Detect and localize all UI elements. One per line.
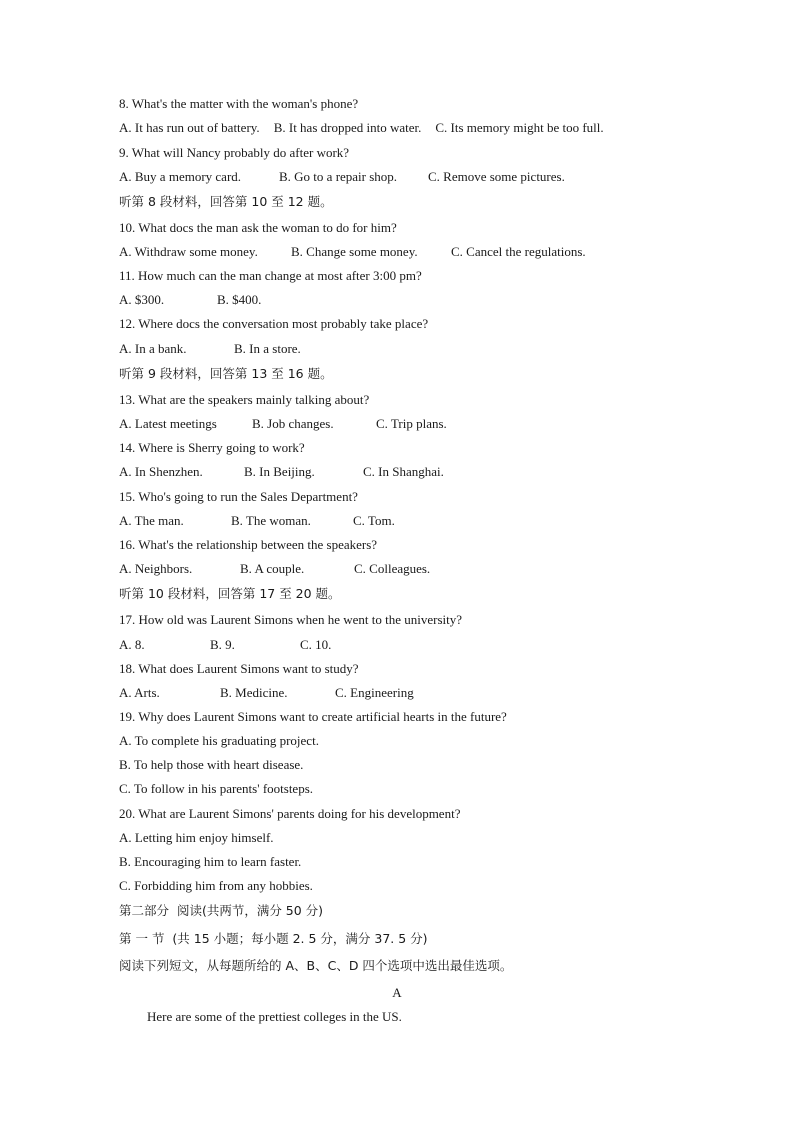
- option-c: C. Its memory might be too full.: [435, 120, 604, 135]
- question-8: 8. What's the matter with the woman's phone?: [119, 96, 359, 111]
- question-10: 10. What docs the man ask the woman to do for him?: [119, 220, 397, 235]
- option-b: B. Go to a repair shop.: [279, 169, 398, 184]
- section-10-heading: 听第 10 段材料，回答第 17 至 20 题。: [119, 586, 341, 601]
- option-c: C. Colleagues.: [354, 561, 431, 576]
- question-16: 16. What's the relationship between the speakers?: [119, 537, 378, 552]
- question-19-option-b: B. To help those with heart disease.: [119, 757, 304, 772]
- question-15: 15. Who's going to run the Sales Department?: [119, 489, 358, 504]
- question-20: 20. What are Laurent Simons' parents doing for his development?: [119, 806, 461, 821]
- option-a: A. $300.: [119, 292, 165, 307]
- option-b: B. Job changes.: [252, 416, 334, 431]
- question-17: 17. How old was Laurent Simons when he went to the university?: [119, 612, 462, 627]
- option-c: C. 10.: [300, 637, 332, 652]
- question-12: 12. Where docs the conversation most probably take place?: [119, 316, 429, 331]
- question-14: 14. Where is Sherry going to work?: [119, 440, 305, 455]
- option-a: A. Latest meetings: [119, 416, 217, 431]
- question-20-option-c: C. Forbidding him from any hobbies.: [119, 878, 313, 893]
- question-8-options: [119, 120, 604, 136]
- option-c: C. Engineering: [335, 685, 414, 700]
- option-c: C. Cancel the regulations.: [451, 244, 586, 259]
- question-9: 9. What will Nancy probably do after work?: [119, 145, 350, 160]
- option-b: B. The woman.: [231, 513, 311, 528]
- option-a: A. Neighbors.: [119, 561, 193, 576]
- option-b: B. 9.: [210, 637, 235, 652]
- question-19-option-c: C. To follow in his parents' footsteps.: [119, 781, 314, 796]
- option-b: B. $400.: [217, 292, 262, 307]
- option-b: B. Medicine.: [220, 685, 288, 700]
- option-c: C. Tom.: [353, 513, 395, 528]
- option-a: A. Arts.: [119, 685, 160, 700]
- option-b: B. It has dropped into water.: [273, 120, 422, 135]
- option-a: A. In Shenzhen.: [119, 464, 203, 479]
- question-18: 18. What does Laurent Simons want to study?: [119, 661, 359, 676]
- question-13: 13. What are the speakers mainly talking about?: [119, 392, 370, 407]
- option-a: A. The man.: [119, 513, 184, 528]
- option-a: A. 8.: [119, 637, 145, 652]
- question-19: 19. Why does Laurent Simons want to create artificial hearts in the future?: [119, 709, 507, 724]
- option-a: A. Withdraw some money.: [119, 244, 258, 259]
- option-c: C. Remove some pictures.: [428, 169, 565, 184]
- option-a: A. In a bank.: [119, 341, 187, 356]
- question-20-option-a: A. Letting him enjoy himself.: [119, 830, 274, 845]
- question-11: 11. How much can the man change at most after 3:00 pm?: [119, 268, 422, 283]
- question-20-option-b: B. Encouraging him to learn faster.: [119, 854, 302, 869]
- option-c: C. In Shanghai.: [363, 464, 444, 479]
- option-b: B. Change some money.: [291, 244, 418, 259]
- option-c: C. Trip plans.: [376, 416, 447, 431]
- option-a: A. It has run out of battery.: [119, 120, 260, 135]
- option-a: A. Buy a memory card.: [119, 169, 242, 184]
- option-b: B. In a store.: [234, 341, 301, 356]
- section-8-heading: 听第 8 段材料，回答第 10 至 12 题。: [119, 194, 333, 209]
- option-b: B. In Beijing.: [244, 464, 315, 479]
- section-1-heading: 第 一 节 (共 15 小题；每小题 2. 5 分，满分 37. 5 分): [119, 931, 428, 946]
- section-9-heading: 听第 9 段材料，回答第 13 至 16 题。: [119, 366, 333, 381]
- passage-intro: Here are some of the prettiest colleges in the US.: [147, 1009, 402, 1024]
- passage-a-label: A: [392, 985, 402, 1000]
- part-2-heading: 第二部分 阅读(共两节，满分 50 分): [119, 903, 324, 918]
- reading-instructions: 阅读下列短文，从每题所给的 A、B、C、D 四个选项中选出最佳选项。: [119, 958, 513, 973]
- option-b: B. A couple.: [240, 561, 305, 576]
- question-19-option-a: A. To complete his graduating project.: [119, 733, 319, 748]
